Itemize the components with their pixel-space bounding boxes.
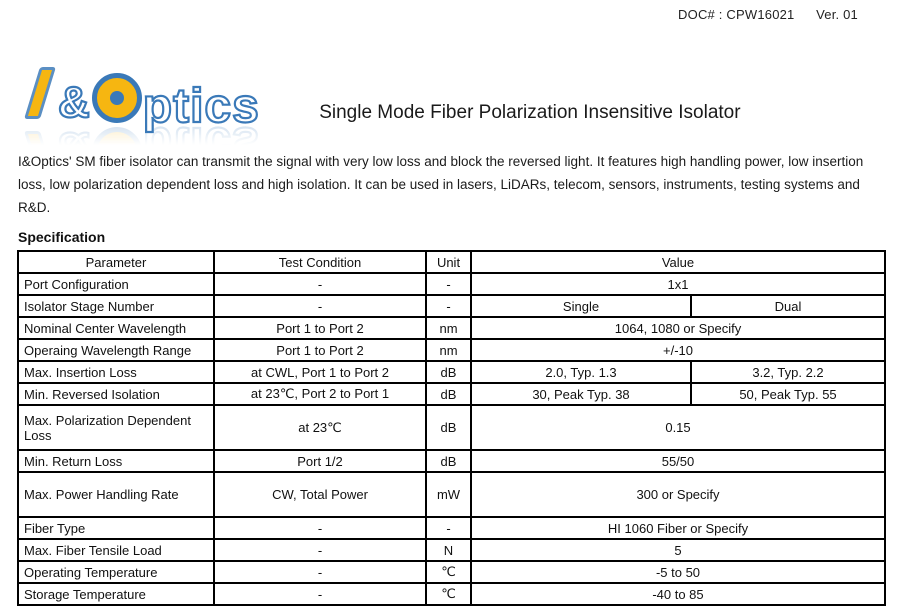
specification-table	[17, 250, 886, 606]
value-cell: -40 to 85	[471, 583, 885, 605]
brand-row	[20, 59, 880, 134]
param-cell: Max. Fiber Tensile Load	[18, 539, 214, 561]
unit-cell: ℃	[426, 561, 471, 583]
condition-cell: Port 1 to Port 2	[214, 317, 426, 339]
doc-header	[0, 0, 900, 22]
unit-cell: -	[426, 273, 471, 295]
value-single-cell: 30, Peak Typ. 38	[471, 383, 691, 405]
param-cell: Max. Power Handling Rate	[18, 472, 214, 517]
col-header-value: Value	[471, 251, 885, 273]
section-heading: Specification	[18, 229, 106, 245]
doc-number: DOC# : CPW16021	[678, 7, 795, 22]
value-dual-cell: 3.2, Typ. 2.2	[691, 361, 885, 383]
unit-cell: nm	[426, 339, 471, 361]
param-cell: Nominal Center Wavelength	[18, 317, 214, 339]
unit-cell: -	[426, 295, 471, 317]
unit-cell: nm	[426, 317, 471, 339]
value-single-cell: Single	[471, 295, 691, 317]
unit-cell: dB	[426, 405, 471, 450]
value-cell: 1064, 1080 or Specify	[471, 317, 885, 339]
table-row	[18, 561, 885, 583]
condition-cell: at 23℃	[214, 405, 426, 450]
value-cell: -5 to 50	[471, 561, 885, 583]
table-row	[18, 295, 885, 317]
condition-cell: at 23℃, Port 2 to Port 1	[214, 383, 426, 405]
table-header-row	[18, 251, 885, 273]
value-dual-cell: 50, Peak Typ. 55	[691, 383, 885, 405]
table-row	[18, 472, 885, 517]
param-cell: Operating Temperature	[18, 561, 214, 583]
logo-wordmark: ptics	[142, 80, 260, 134]
col-header-parameter: Parameter	[18, 251, 214, 273]
condition-cell: -	[214, 583, 426, 605]
value-cell: 5	[471, 539, 885, 561]
logo-o-dot-icon	[110, 91, 124, 105]
param-cell: Min. Reversed Isolation	[18, 383, 214, 405]
table-row	[18, 583, 885, 605]
table-row	[18, 539, 885, 561]
unit-cell: dB	[426, 383, 471, 405]
unit-cell: N	[426, 539, 471, 561]
col-header-unit: Unit	[426, 251, 471, 273]
value-dual-cell: Dual	[691, 295, 885, 317]
condition-cell: Port 1/2	[214, 450, 426, 472]
param-cell: Fiber Type	[18, 517, 214, 539]
condition-cell: CW, Total Power	[214, 472, 426, 517]
product-description: I&Optics' SM fiber isolator can transmit the signal with very low loss and block the reversed light. It features high handling power, low insertion loss, low polarization dependent loss and high isolation. It can be used in lasers, LiDARs, telecom, sensors, instruments, testing systems and R&D.	[18, 154, 864, 215]
param-cell: Isolator Stage Number	[18, 295, 214, 317]
param-cell: Port Configuration	[18, 273, 214, 295]
unit-cell: dB	[426, 450, 471, 472]
param-cell: Max. Insertion Loss	[18, 361, 214, 383]
doc-version: Ver. 01	[816, 7, 858, 22]
param-cell: Operaing Wavelength Range	[18, 339, 214, 361]
logo-o-circle-icon	[92, 73, 142, 123]
param-cell: Min. Return Loss	[18, 450, 214, 472]
logo-i-slash-icon	[24, 67, 56, 119]
condition-cell: -	[214, 273, 426, 295]
table-row	[18, 361, 885, 383]
condition-cell: -	[214, 295, 426, 317]
condition-cell: -	[214, 561, 426, 583]
table-row	[18, 450, 885, 472]
value-single-cell: 2.0, Typ. 1.3	[471, 361, 691, 383]
condition-cell: -	[214, 539, 426, 561]
unit-cell: mW	[426, 472, 471, 517]
value-cell: HI 1060 Fiber or Specify	[471, 517, 885, 539]
param-cell: Max. Polarization Dependent Loss	[18, 405, 214, 450]
param-cell: Storage Temperature	[18, 583, 214, 605]
table-row	[18, 517, 885, 539]
value-cell: +/-10	[471, 339, 885, 361]
unit-cell: -	[426, 517, 471, 539]
condition-cell: at CWL, Port 1 to Port 2	[214, 361, 426, 383]
condition-cell: Port 1 to Port 2	[214, 339, 426, 361]
col-header-test-condition: Test Condition	[214, 251, 426, 273]
value-cell: 300 or Specify	[471, 472, 885, 517]
condition-cell: -	[214, 517, 426, 539]
table-row	[18, 383, 885, 405]
page-title: Single Mode Fiber Polarization Insensitive Isolator	[319, 102, 741, 123]
table-row	[18, 317, 885, 339]
value-cell: 0.15	[471, 405, 885, 450]
table-row	[18, 273, 885, 295]
unit-cell: dB	[426, 361, 471, 383]
unit-cell: ℃	[426, 583, 471, 605]
value-cell: 55/50	[471, 450, 885, 472]
company-logo	[20, 59, 260, 134]
table-row	[18, 339, 885, 361]
value-cell: 1x1	[471, 273, 885, 295]
logo-ampersand: &	[58, 77, 90, 127]
table-row	[18, 405, 885, 450]
